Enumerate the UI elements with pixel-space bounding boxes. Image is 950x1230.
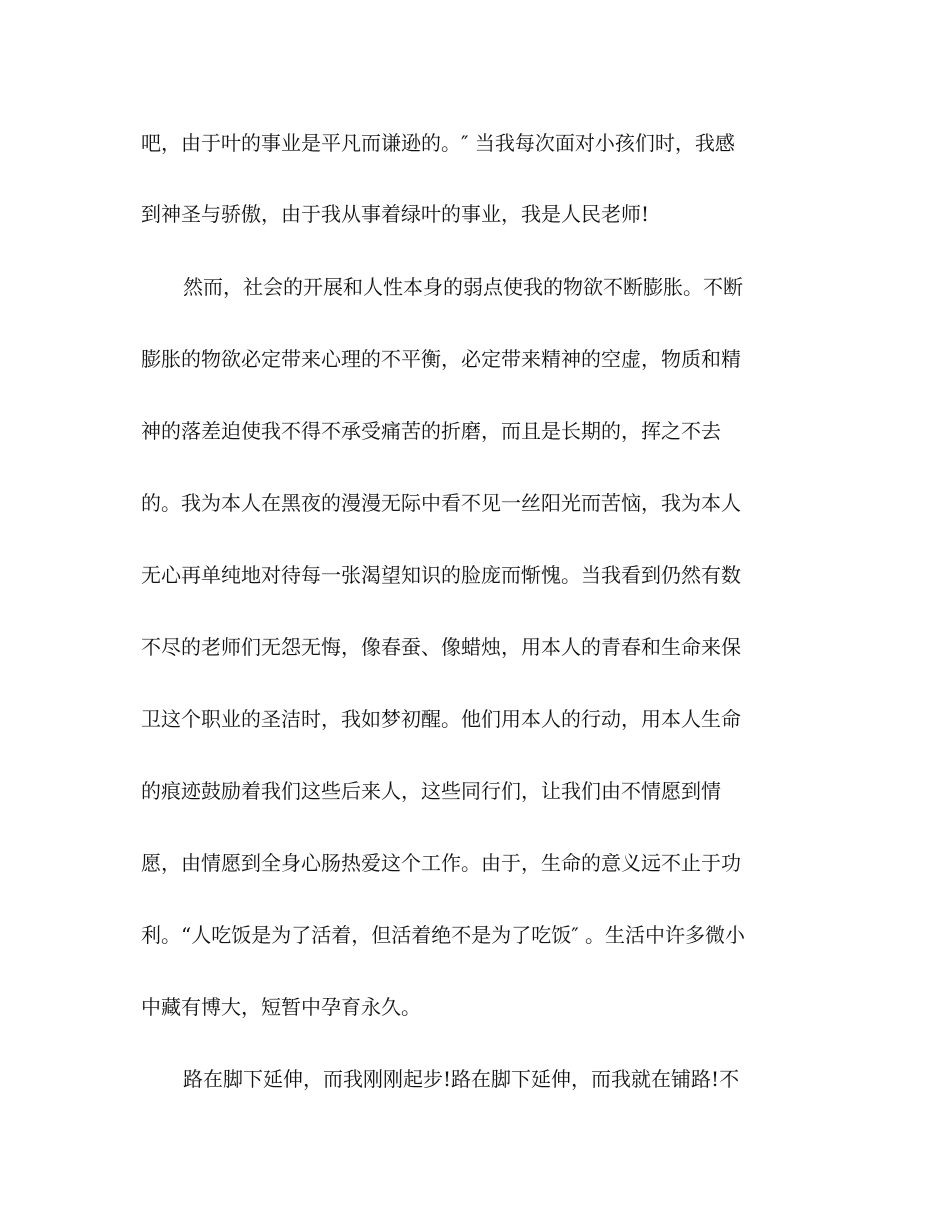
text-line-12: 利。“人吃饭是为了活着，但活着绝不是为了吃饭″ 。生活中许多微小 [141,923,746,947]
text-line-2: 到神圣与骄傲，由于我从事着绿叶的事业，我是人民老师! [141,202,650,226]
text-line-13: 中藏有博大，短暂中孕育永久。 [141,995,421,1019]
text-line-9: 卫这个职业的圣洁时，我如梦初醒。他们用本人的行动，用本人生命 [141,707,741,731]
text-line-6: 的。我为本人在黑夜的漫漫无际中看不见一丝阳光而苦恼，我为本人 [141,491,741,515]
text-line-4: 膨胀的物欲必定带来心理的不平衡，必定带来精神的空虚，物质和精 [141,347,741,371]
text-line-1: 吧，由于叶的事业是平凡而谦逊的。″ 当我每次面对小孩们时，我感 [141,131,735,155]
text-line-8: 不尽的老师们无怨无悔，像春蚕、像蜡烛，用本人的青春和生命来保 [141,635,741,659]
text-line-11: 愿，由情愿到全身心肠热爱这个工作。由于，生命的意义远不止于功 [141,851,741,875]
text-line-7: 无心再单纯地对待每一张渴望知识的脸庞而惭愧。当我看到仍然有数 [141,563,741,587]
text-line-5: 神的落差迫使我不得不承受痛苦的折磨，而且是长期的，挥之不去 [141,419,721,443]
text-line-10: 的痕迹鼓励着我们这些后来人，这些同行们，让我们由不情愿到情 [141,779,721,803]
text-line-3: 然而，社会的开展和人性本身的弱点使我的物欲不断膨胀。不断 [183,275,743,299]
text-line-14: 路在脚下延伸，而我刚刚起步!路在脚下延伸，而我就在铺路!不 [183,1067,740,1091]
